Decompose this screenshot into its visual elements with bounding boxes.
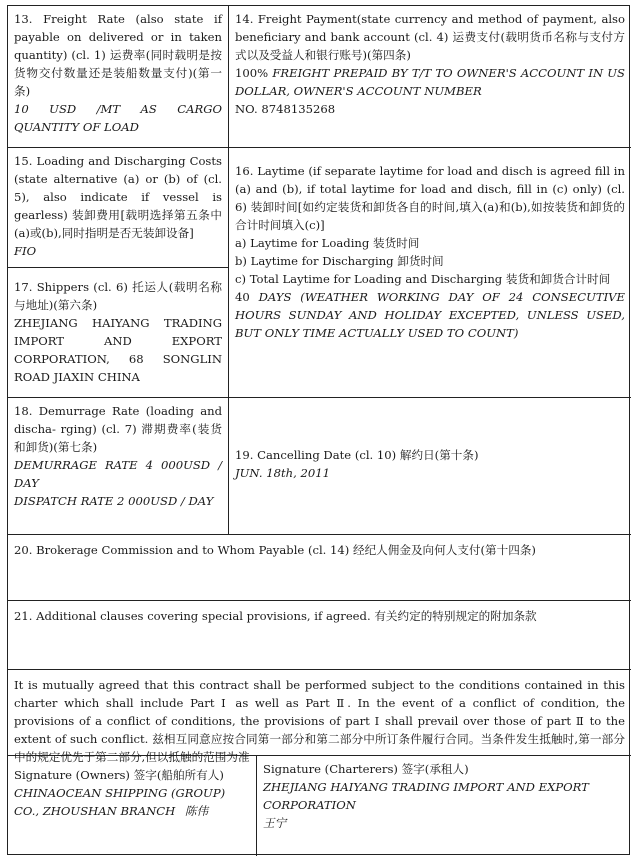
box-16-line-c: c) Total Laytime for Loading and Discharging 装货和卸货合计时间 [235, 272, 611, 286]
box-13-value: 10 USD /MT AS CARGO QUANTITY OF LOAD [14, 102, 222, 134]
box-20-brokerage-commission [8, 535, 631, 601]
signature-charterers-label: Signature (Charterers) 签字(承租人) [263, 762, 469, 776]
box-13-freight-rate [8, 6, 229, 148]
box-16-laytime [229, 148, 631, 398]
box-15-label: 15. Loading and Discharging Costs (state alternative (a) or (b) of (cl. 5), also indicate if vessel is gearless) 装卸费用[载明选择第五条中(a)或(b),同时指明是否无装卸设备] [14, 154, 222, 240]
box-21-label: 21. Additional clauses covering special provisions, if agreed. 有关约定的特别规定的附加条款 [14, 609, 537, 623]
box-14-freight-payment [229, 6, 631, 148]
box-20-label: 20. Brokerage Commission and to Whom Payable (cl. 14) 经纪人佣金及向何人支付(第十四条) [14, 543, 536, 557]
signature-owners-label: Signature (Owners) 签字(船舶所有人) [14, 768, 224, 782]
box-16-value-days: 40 [235, 290, 250, 304]
box-15-value: FIO [14, 244, 37, 258]
signature-charterers-value: ZHEJIANG HAIYANG TRADING IMPORT AND EXPORT CORPORATION [263, 780, 589, 812]
box-18-label: 18. Demurrage Rate (loading and discha- rging) (cl. 7) 滞期费率(装货和卸货)(第七条) [14, 404, 222, 454]
box-18-demurrage-rate [8, 398, 229, 535]
box-17-shippers [8, 268, 229, 398]
box-16-label: 16. Laytime (if separate laytime for load and disch is agreed fill in (a) and (b), if total laytime for load and disch, fill in (c) only) (cl. 6) 装卸时间[如约定装货和卸货各自的时间,填入(a)和(b),如按装货和卸货的合计时间填入(c)] [235, 164, 625, 232]
box-17-value: ZHEJIANG HAIYANG TRADING IMPORT AND EXPORT CORPORATION, 68 SONGLIN ROAD JIAXIN CHINA [14, 316, 222, 384]
box-18-value-demurrage: DEMURRAGE RATE 4 000USD / DAY [14, 458, 222, 490]
box-14-account-no: NO. 8748135268 [235, 102, 336, 116]
signature-charterers [257, 756, 631, 856]
box-14-label: 14. Freight Payment(state currency and method of payment, also beneficiary and bank account (cl. 4) 运费支付(载明货币名称与支付方式以及受益人和银行账号)(第四条) [235, 12, 625, 62]
box-15-loading-discharging-costs [8, 148, 229, 268]
box-19-label: 19. Cancelling Date (cl. 10) 解约日(第十条) [235, 448, 479, 462]
charter-party-form [7, 5, 630, 855]
box-17-label: 17. Shippers (cl. 6) 托运人(载明名称与地址)(第六条) [14, 280, 222, 312]
signature-owners [8, 756, 257, 856]
signature-owners-name: 陈伟 [184, 804, 209, 818]
signature-owners-value: CHINAOCEAN SHIPPING (GROUP) CO., ZHOUSHAN BRANCH [14, 786, 226, 818]
box-16-line-a: a) Laytime for Loading 装货时间 [235, 236, 420, 250]
box-13-label: 13. Freight Rate (also state if payable on delivered or in taken quantity) (cl. 1) 运费率(同时载明是按货物交付数量还是装船数量支付)(第一条) [14, 12, 222, 98]
box-19-value: JUN. 18th, 2011 [235, 466, 330, 480]
box-14-value: FREIGHT PREPAID BY T/T TO OWNER'S ACCOUNT IN US DOLLAR, OWNER'S ACCOUNT NUMBER [235, 66, 625, 98]
signature-charterers-name: 王宁 [263, 816, 287, 830]
box-21-additional-clauses [8, 601, 631, 670]
box-16-line-b: b) Laytime for Discharging 卸货时间 [235, 254, 444, 268]
agreement-clause [8, 670, 631, 764]
box-18-value-dispatch: DISPATCH RATE 2 000USD / DAY [14, 494, 214, 508]
box-14-value-prefix: 100% [235, 66, 269, 80]
box-16-value: DAYS (WEATHER WORKING DAY OF 24 CONSECUTIVE HOURS SUNDAY AND HOLIDAY EXCEPTED, UNLESS USED, BUT ONLY TIME ACTUALLY USED TO COUNT) [235, 290, 626, 340]
agreement-text: It is mutually agreed that this contract shall be performed subject to the conditions contained in this charter which shall include Part Ⅰ as well as Part Ⅱ. In the event of a conflict of condition, the provisions of a conflict of conditions, the provisions of part Ⅰ shall prevail over those of part Ⅱ to the extent of such conflict. 兹相互同意应按合同第一部分和第二部分中所订条件履行合同。当条件发生抵触时,第一部分中的规定优先于第二部分,但以抵触的范围为准 [14, 678, 625, 764]
box-19-cancelling-date [229, 398, 631, 535]
